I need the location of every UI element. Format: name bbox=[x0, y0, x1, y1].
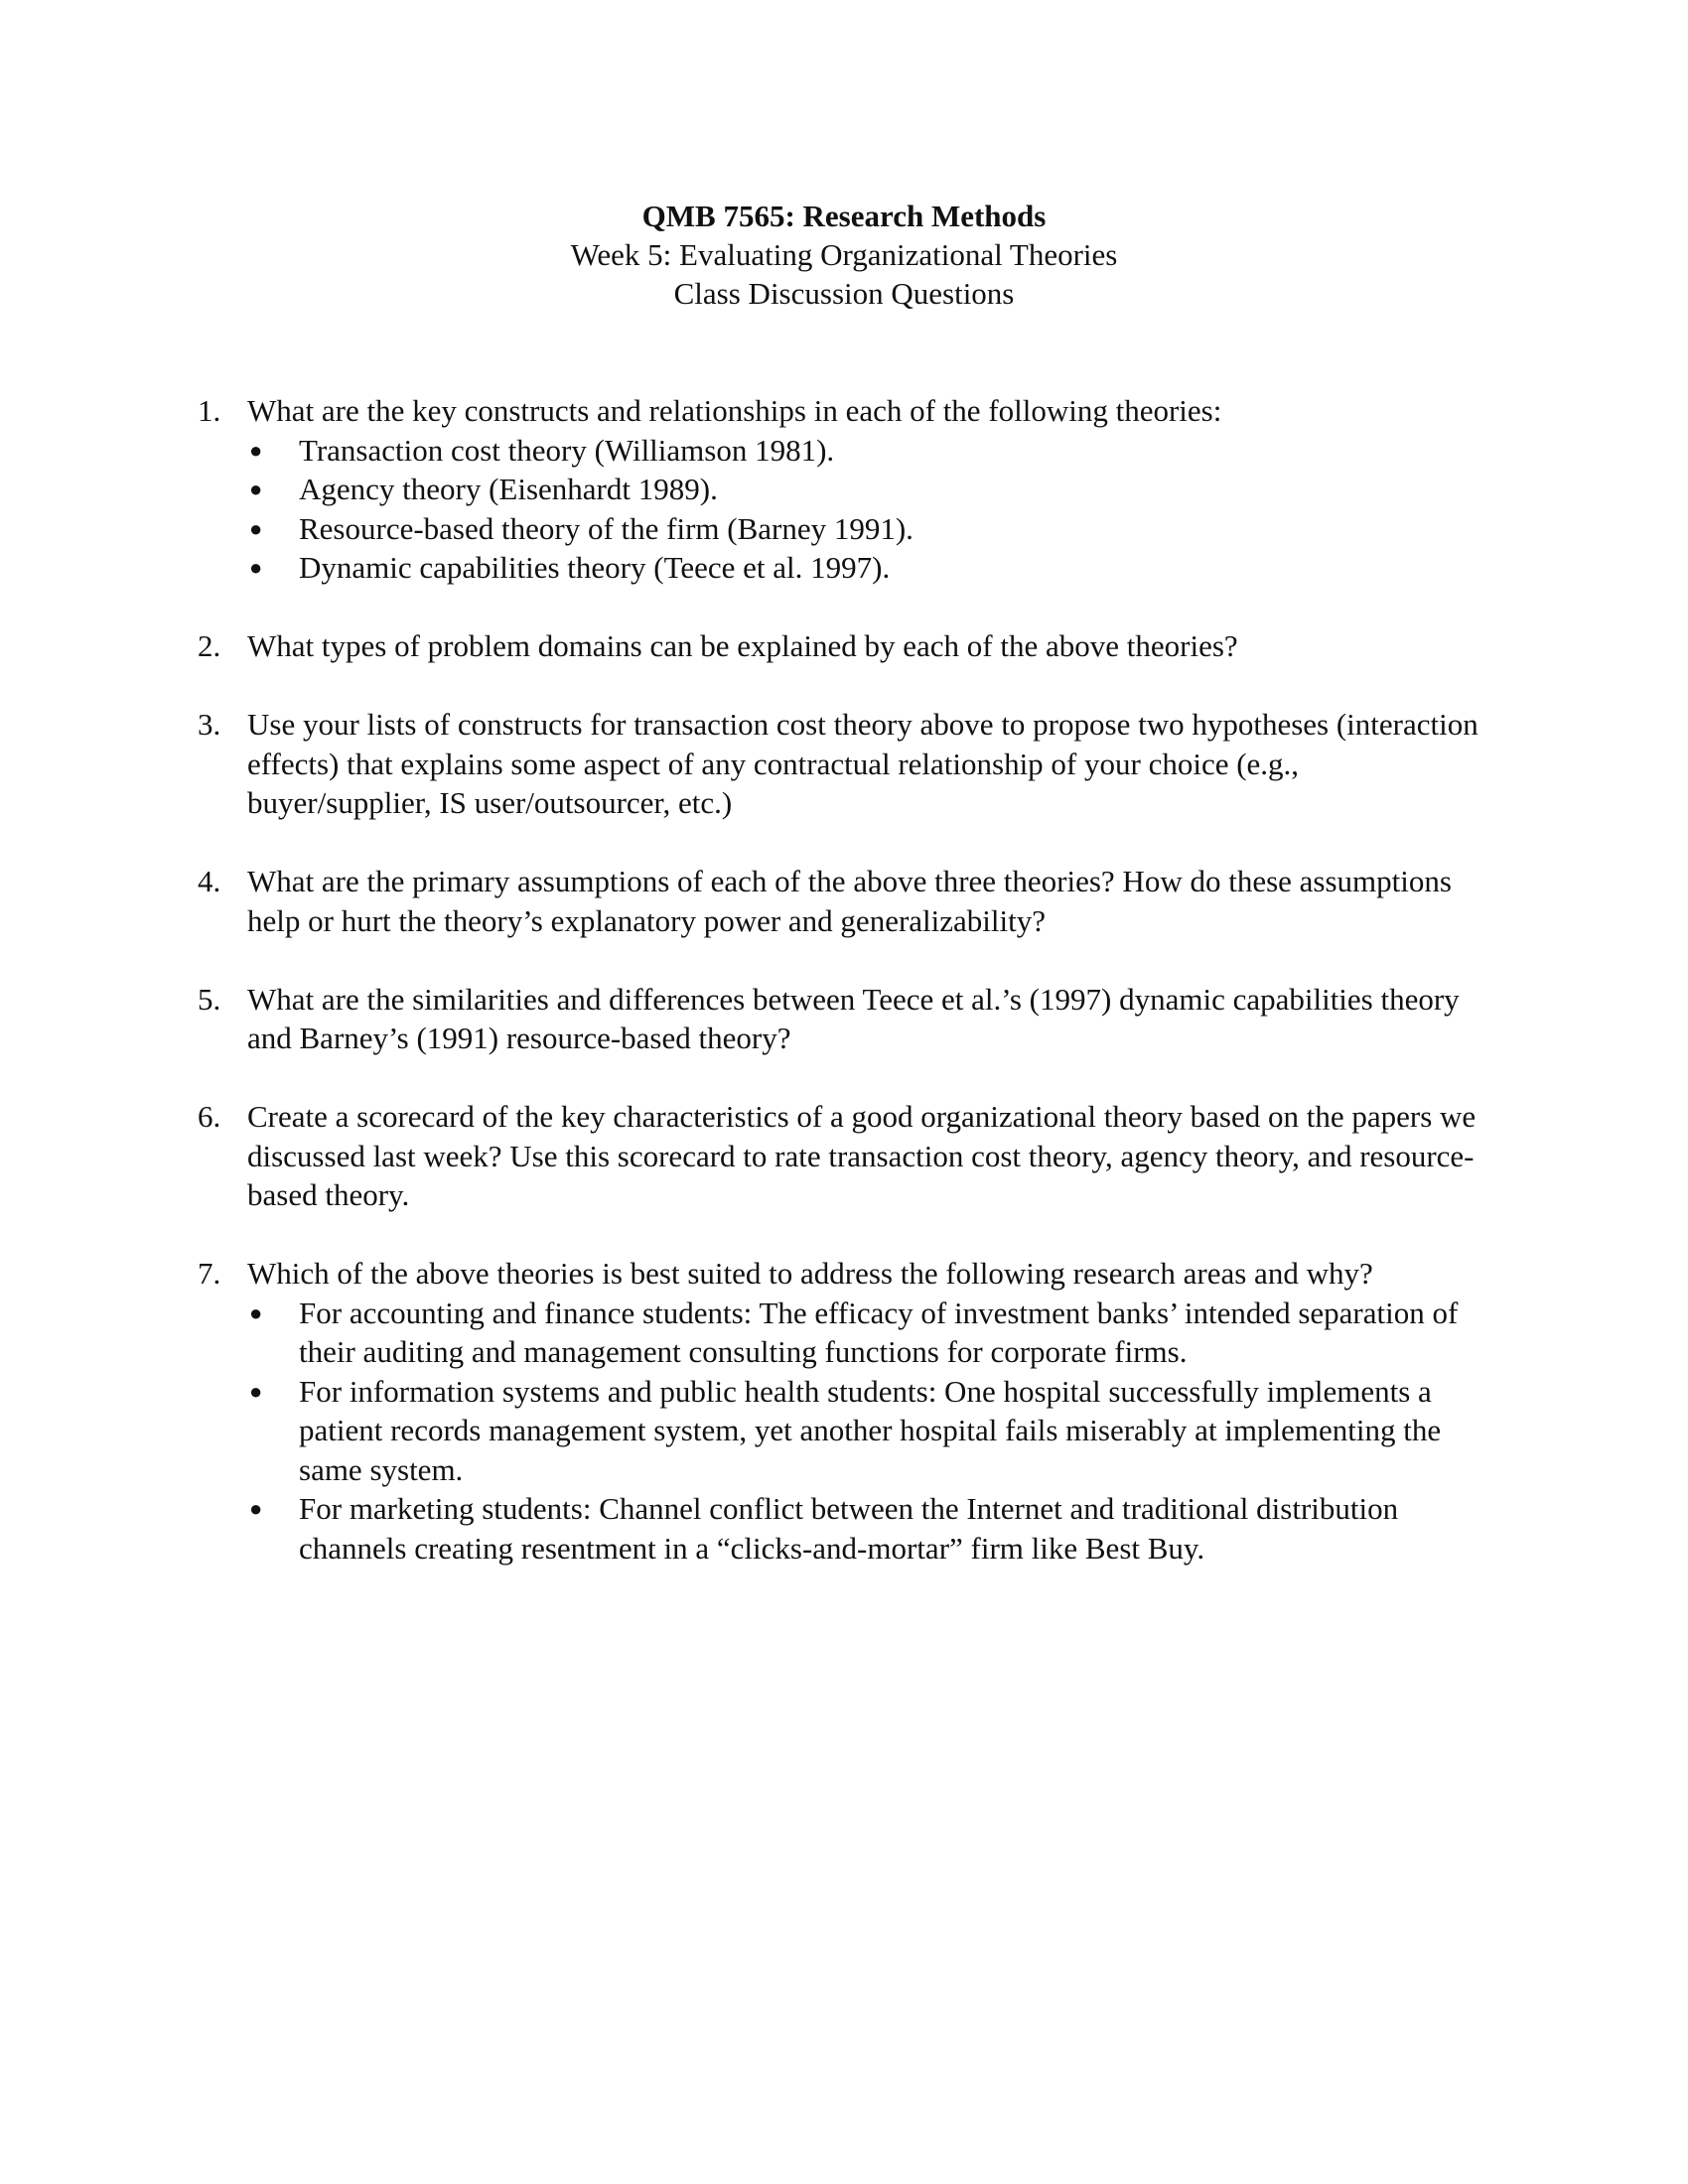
bullet-list bbox=[247, 431, 1488, 588]
list-item: ● Agency theory (Eisenhardt 1989). bbox=[247, 470, 1488, 509]
list-item: ● For marketing students: Channel conflict between the Internet and traditional distribution channels creating resentment in a “clicks-and-mortar” firm like Best Buy. bbox=[247, 1489, 1488, 1568]
course-title: QMB 7565: Research Methods bbox=[641, 199, 1047, 233]
bullet-icon: ● bbox=[249, 1299, 263, 1325]
question-list bbox=[198, 391, 1488, 1607]
week-title: Week 5: Evaluating Organizational Theories bbox=[570, 237, 1118, 272]
bullet-icon: ● bbox=[249, 437, 263, 463]
bullet-icon: ● bbox=[249, 1378, 263, 1404]
question-text: What are the primary assumptions of each of the above three theories? How do these assumptions help or hurt the theory’s explanatory power and generalizability? bbox=[247, 864, 1452, 938]
question-item-6 bbox=[198, 1097, 1488, 1215]
question-number: 1. bbox=[198, 393, 221, 428]
bullet-icon: ● bbox=[249, 1496, 263, 1521]
list-item: ● Dynamic capabilities theory (Teece et al. 1997). bbox=[247, 548, 1488, 588]
list-item: ● Transaction cost theory (Williamson 1981). bbox=[247, 431, 1488, 471]
question-number: 2. bbox=[198, 628, 221, 663]
list-item: ● For information systems and public health students: One hospital successfully implements a patient records management system, yet another hospital fails miserably at implementing the same system. bbox=[247, 1372, 1488, 1490]
question-text: Create a scorecard of the key characteristics of a good organizational theory based on the papers we discussed last week? Use this scorecard to rate transaction cost theory, agency theory, and resource-based theory. bbox=[247, 1099, 1477, 1212]
question-text: Use your lists of constructs for transaction cost theory above to propose two hypotheses (interaction effects) that explains some aspect of any contractual relationship of your choice (e.g., buyer/supplier, IS user/outsourcer, etc.) bbox=[247, 707, 1478, 820]
question-item-2 bbox=[198, 626, 1488, 666]
section-title: Class Discussion Questions bbox=[673, 276, 1015, 311]
question-text: What are the key constructs and relationships in each of the following theories: bbox=[247, 393, 1222, 428]
bullet-icon: ● bbox=[249, 555, 263, 580]
question-number: 4. bbox=[198, 864, 221, 898]
question-item-7 bbox=[198, 1254, 1488, 1568]
bullet-icon: ● bbox=[249, 515, 263, 541]
question-item-1 bbox=[198, 391, 1488, 588]
question-number: 7. bbox=[198, 1256, 221, 1291]
question-text: Which of the above theories is best suited to address the following research areas and why? bbox=[247, 1256, 1373, 1291]
question-item-5 bbox=[198, 980, 1488, 1058]
list-item: ● For accounting and finance students: The efficacy of investment banks’ intended separation of their auditing and management consulting functions for corporate firms. bbox=[247, 1294, 1488, 1372]
question-text: What types of problem domains can be explained by each of the above theories? bbox=[247, 628, 1238, 663]
question-text: What are the similarities and differences between Teece et al.’s (1997) dynamic capabilities theory and Barney’s (1991) resource-based theory? bbox=[247, 981, 1460, 1055]
question-number: 5. bbox=[198, 981, 221, 1017]
question-item-3 bbox=[198, 705, 1488, 823]
list-item: ● Resource-based theory of the firm (Barney 1991). bbox=[247, 509, 1488, 549]
question-number: 3. bbox=[198, 707, 221, 742]
document-header bbox=[0, 197, 1688, 313]
question-number: 6. bbox=[198, 1099, 221, 1134]
bullet-list bbox=[247, 1294, 1488, 1569]
question-item-4 bbox=[198, 862, 1488, 940]
bullet-icon: ● bbox=[249, 477, 263, 501]
